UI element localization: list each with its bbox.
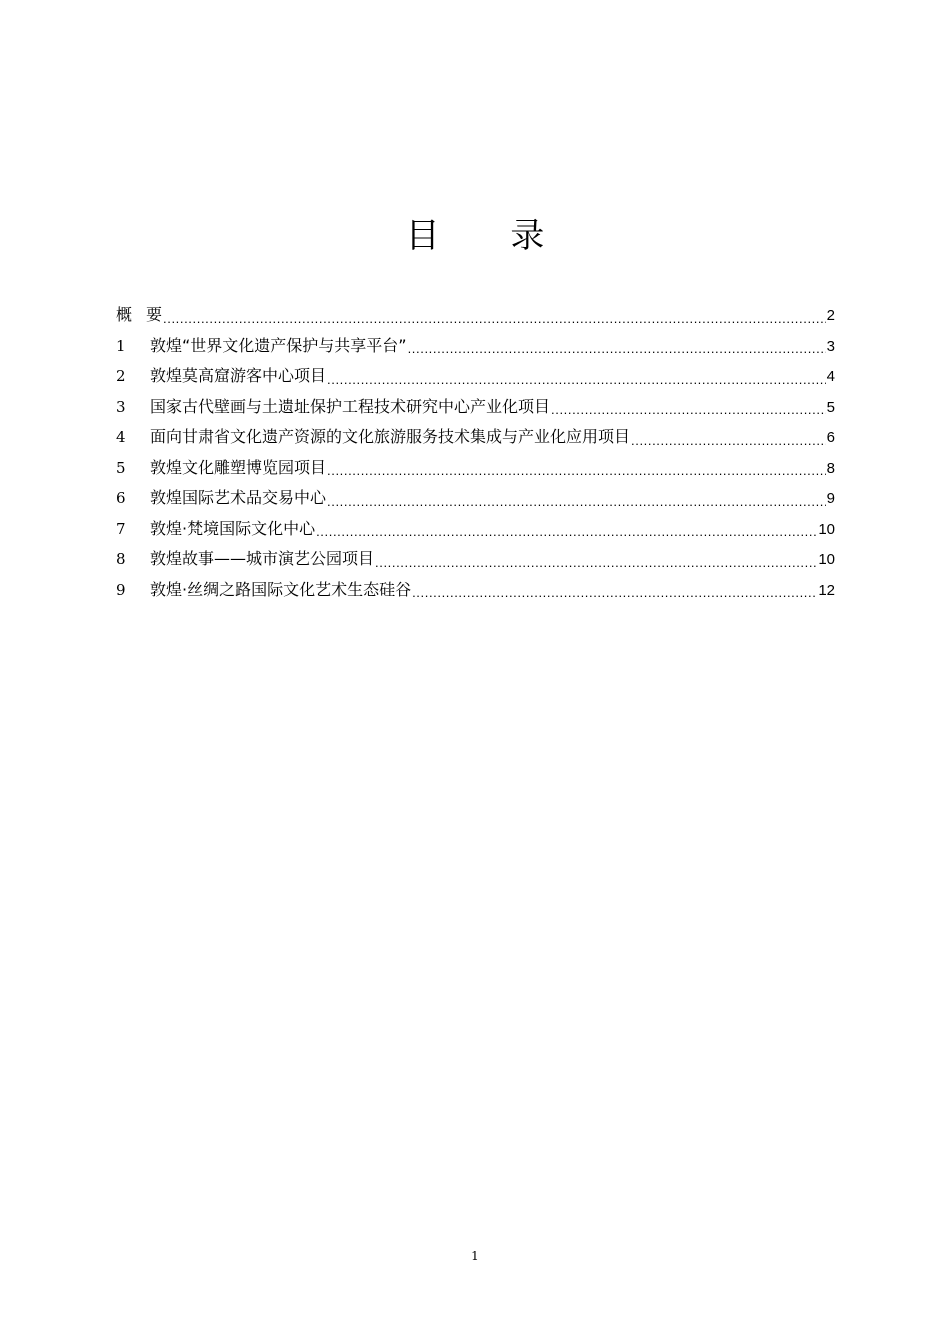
toc-dot-leader xyxy=(412,583,817,603)
toc-entry-text: 敦煌·梵境国际文化中心 xyxy=(150,518,316,538)
toc-entry-page: 10 xyxy=(818,551,835,568)
toc-entry-number: 9 xyxy=(116,580,126,599)
toc-entry-4[interactable] xyxy=(116,424,835,455)
toc-entry-number: 6 xyxy=(116,489,126,507)
toc-entry-page: 8 xyxy=(826,459,835,477)
toc-entry-number: 5 xyxy=(116,458,126,477)
toc-entry-page: 3 xyxy=(826,337,835,355)
toc-entry-text: 敦煌莫高窟游客中心项目 xyxy=(150,366,327,385)
toc-entry-summary[interactable] xyxy=(116,302,835,333)
toc-dot-leader xyxy=(631,431,826,451)
toc-entry-2[interactable] xyxy=(116,363,835,394)
toc-entry-number: 3 xyxy=(116,397,126,416)
toc-entry-text: 敦煌“世界文化遗产保护与共享平台” xyxy=(150,335,407,355)
toc-summary-char-1: 概 xyxy=(116,305,147,324)
toc-dot-leader xyxy=(163,309,826,329)
toc-entry-page: 12 xyxy=(818,581,835,599)
toc-entry-number: 2 xyxy=(116,367,126,385)
toc-entry-number: 7 xyxy=(116,519,126,538)
toc-entry-text: 面向甘肃省文化遗产资源的文化旅游服务技术集成与产业化应用项目 xyxy=(150,427,631,446)
toc-entry-7[interactable] xyxy=(116,516,835,547)
toc-entry-text: 敦煌·丝绸之路国际文化艺术生态硅谷 xyxy=(150,579,412,599)
toc-dot-leader xyxy=(327,492,826,512)
toc-entry-number: 4 xyxy=(116,428,126,446)
toc-entry-9[interactable] xyxy=(116,577,835,608)
toc-dot-leader xyxy=(375,553,817,573)
table-of-contents xyxy=(116,302,835,607)
toc-dot-leader xyxy=(316,522,817,542)
toc-entry-text: 敦煌故事——城市演艺公园项目 xyxy=(150,549,375,568)
toc-entry-number: 8 xyxy=(116,550,126,568)
toc-entry-1[interactable] xyxy=(116,333,835,364)
toc-entry-page: 5 xyxy=(826,398,835,416)
toc-entry-5[interactable] xyxy=(116,455,835,486)
toc-entry-page: 10 xyxy=(818,520,835,538)
toc-entry-3[interactable] xyxy=(116,394,835,425)
toc-entry-number: 1 xyxy=(116,336,126,355)
toc-entry-6[interactable] xyxy=(116,485,835,516)
toc-summary-char-2: 要 xyxy=(146,305,163,324)
toc-title: 目 录 xyxy=(405,216,575,256)
toc-dot-leader xyxy=(551,400,826,420)
page-number: 1 xyxy=(471,1249,479,1263)
toc-entry-text: 国家古代壁画与土遗址保护工程技术研究中心产业化项目 xyxy=(150,396,551,416)
toc-entry-page: 6 xyxy=(826,429,835,446)
toc-entry-text: 敦煌国际艺术品交易中心 xyxy=(150,488,327,507)
toc-entry-text: 敦煌文化雕塑博览园项目 xyxy=(150,457,327,477)
toc-entry-8[interactable] xyxy=(116,546,835,577)
toc-dot-leader xyxy=(327,370,826,390)
toc-entry-page: 2 xyxy=(826,307,835,324)
toc-entry-page: 9 xyxy=(826,490,835,507)
toc-entry-text xyxy=(116,302,162,328)
toc-entry-page: 4 xyxy=(826,368,835,385)
toc-dot-leader xyxy=(408,339,826,359)
toc-dot-leader xyxy=(327,461,826,481)
